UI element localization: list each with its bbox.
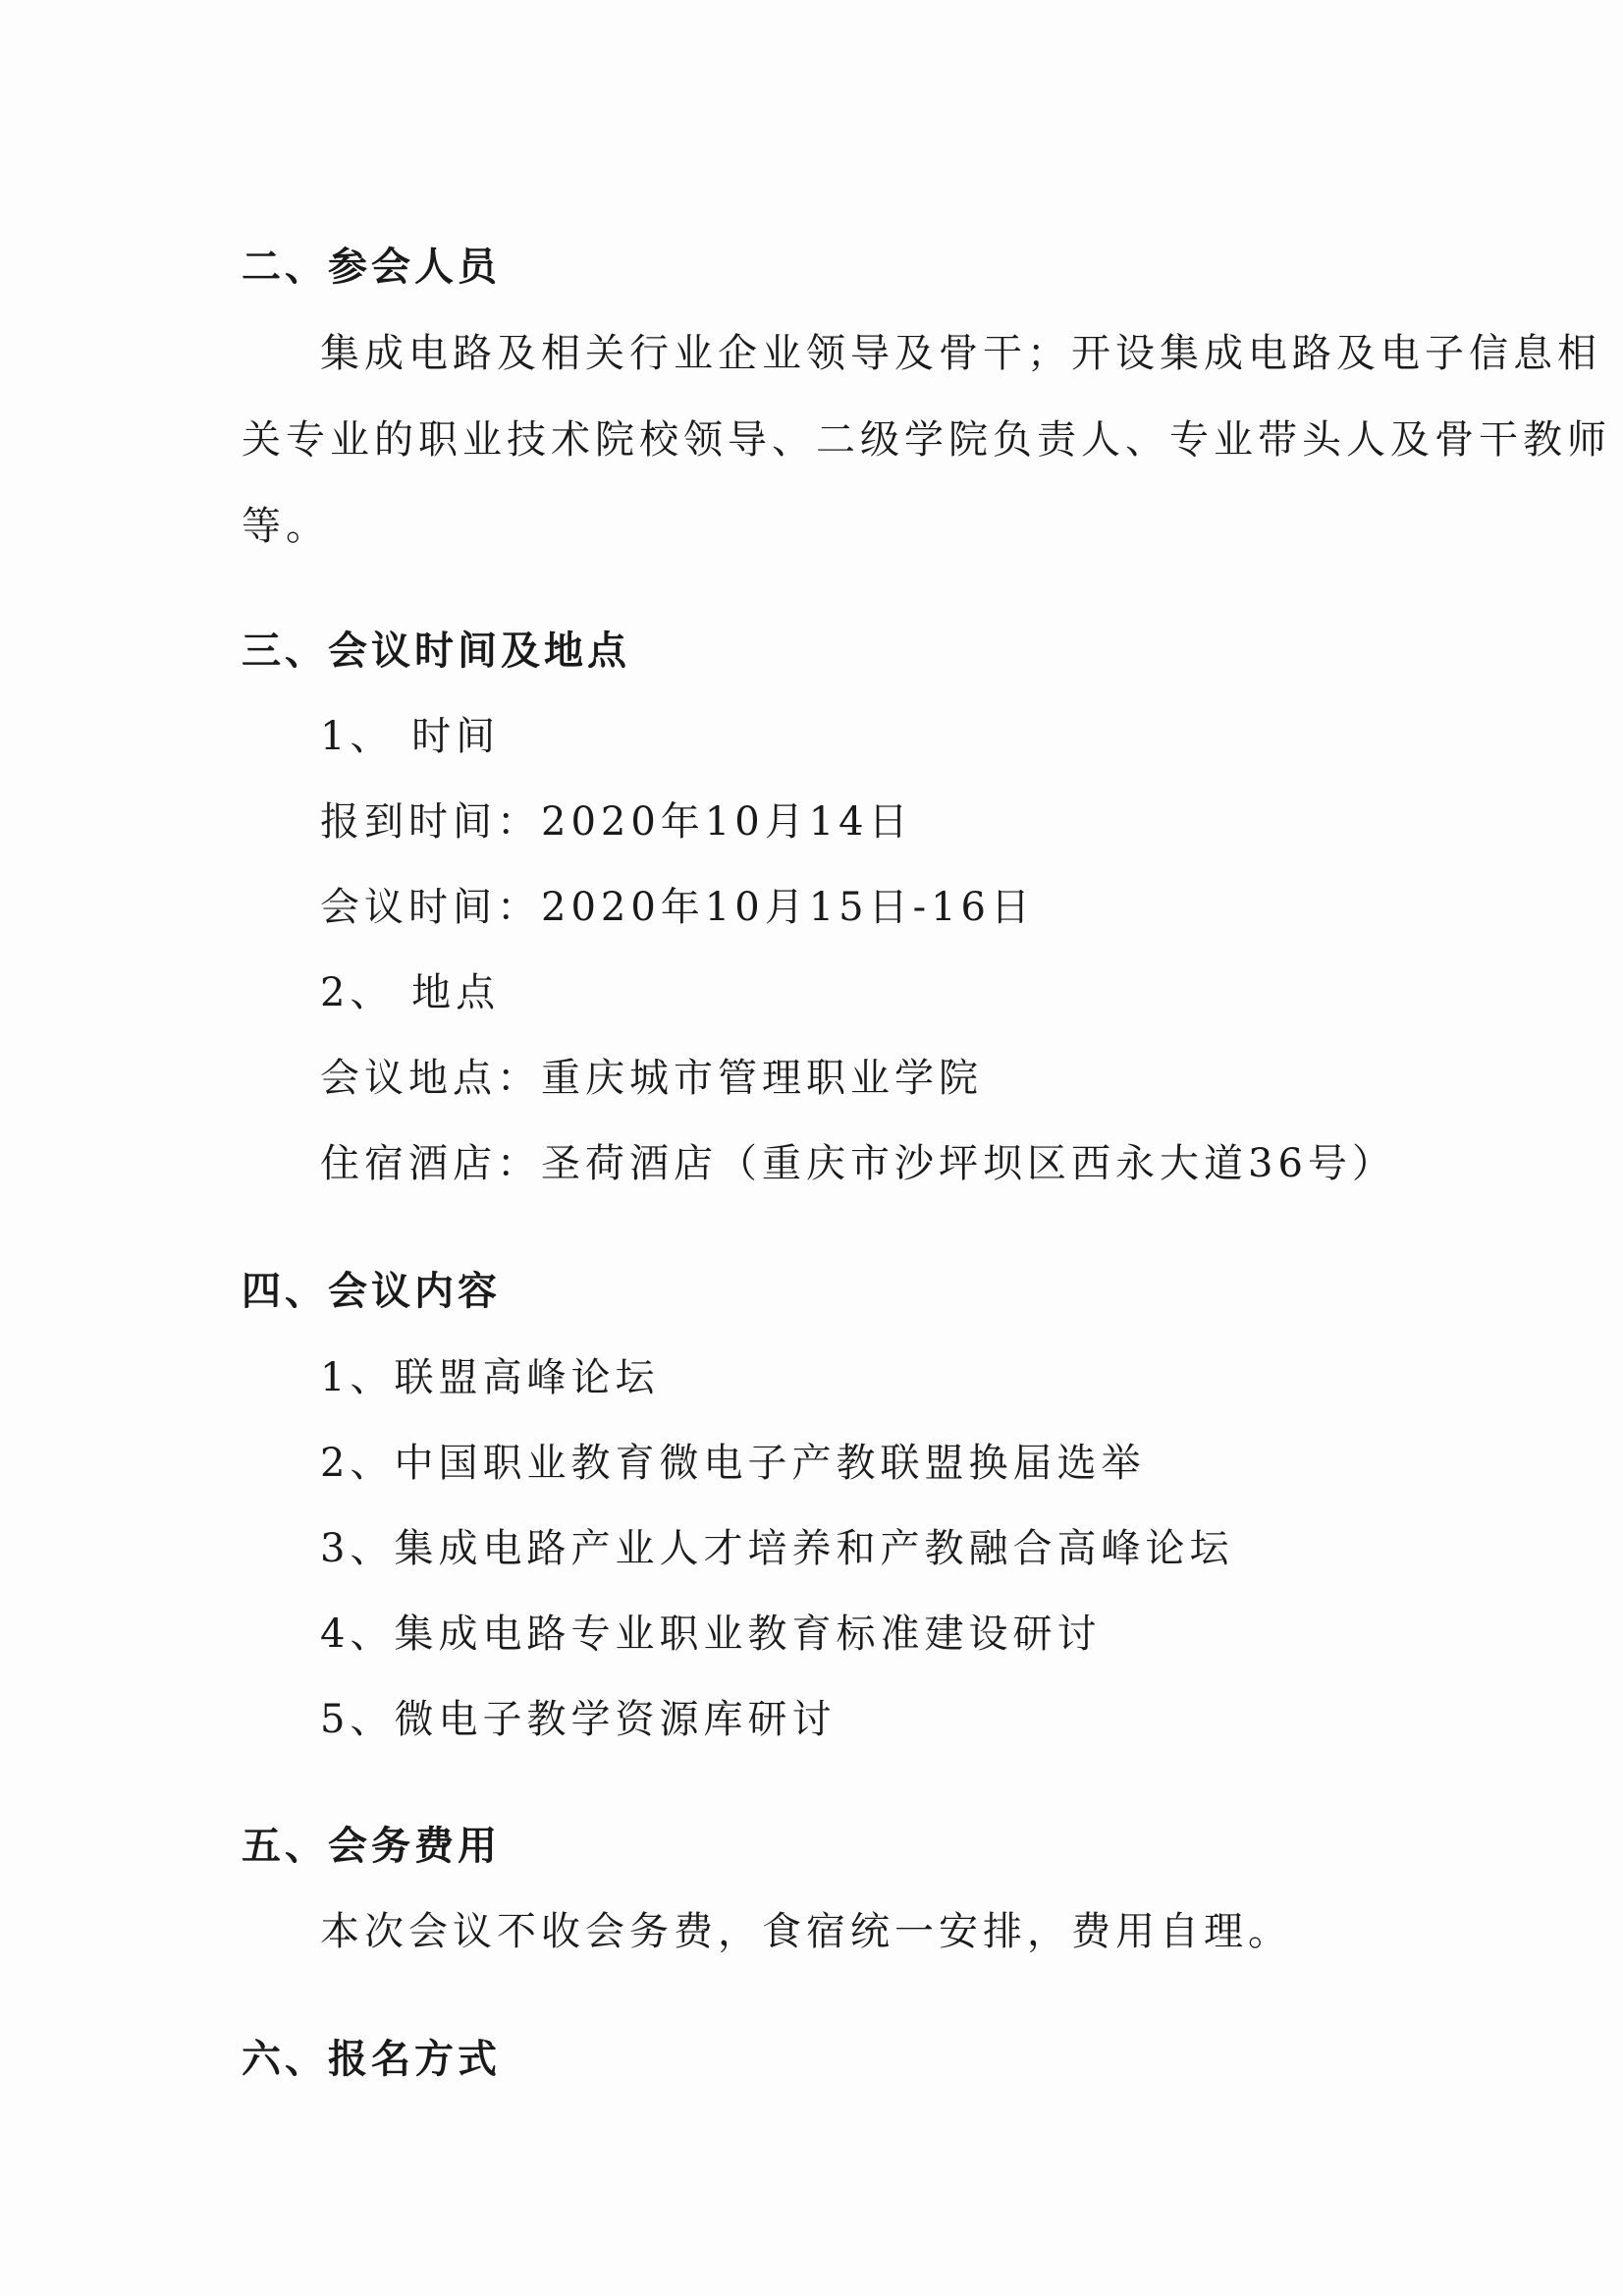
hotel-info: 住宿酒店：圣荷酒店（重庆市沙坪坝区西永大道36号） (320, 1141, 1396, 1186)
section-heading-time-place: 三、会议时间及地点 (242, 628, 630, 674)
fees-text: 本次会议不收会务费，食宿统一安排，费用自理。 (320, 1909, 1292, 1954)
section-heading-content: 四、会议内容 (242, 1268, 501, 1314)
participants-text-line-2: 关专业的职业技术院校领导、二级学院负责人、专业带头人及骨干教师 (242, 417, 1611, 463)
participants-text-line-1: 集成电路及相关行业企业领导及骨干；开设集成电路及电子信息相 (320, 331, 1601, 376)
meeting-venue: 会议地点：重庆城市管理职业学院 (320, 1056, 983, 1101)
checkin-time: 报到时间：2020年10月14日 (320, 799, 913, 845)
section-heading-registration: 六、报名方式 (242, 2036, 501, 2082)
section-heading-fees: 五、会务费用 (242, 1823, 501, 1869)
participants-text-line-3: 等。 (242, 504, 330, 549)
place-label: 2、 地点 (320, 970, 501, 1015)
list-item: 5、微电子教学资源库研讨 (320, 1697, 837, 1742)
list-item: 3、集成电路产业人才培养和产教融合高峰论坛 (320, 1526, 1234, 1571)
meeting-time: 会议时间：2020年10月15日-16日 (320, 885, 1036, 930)
list-item: 2、中国职业教育微电子产教联盟换届选举 (320, 1441, 1146, 1486)
list-item: 4、集成电路专业职业教育标准建设研讨 (320, 1612, 1102, 1657)
list-item: 1、联盟高峰论坛 (320, 1355, 660, 1400)
time-label: 1、 时间 (320, 714, 501, 759)
section-heading-participants: 二、参会人员 (242, 244, 501, 290)
